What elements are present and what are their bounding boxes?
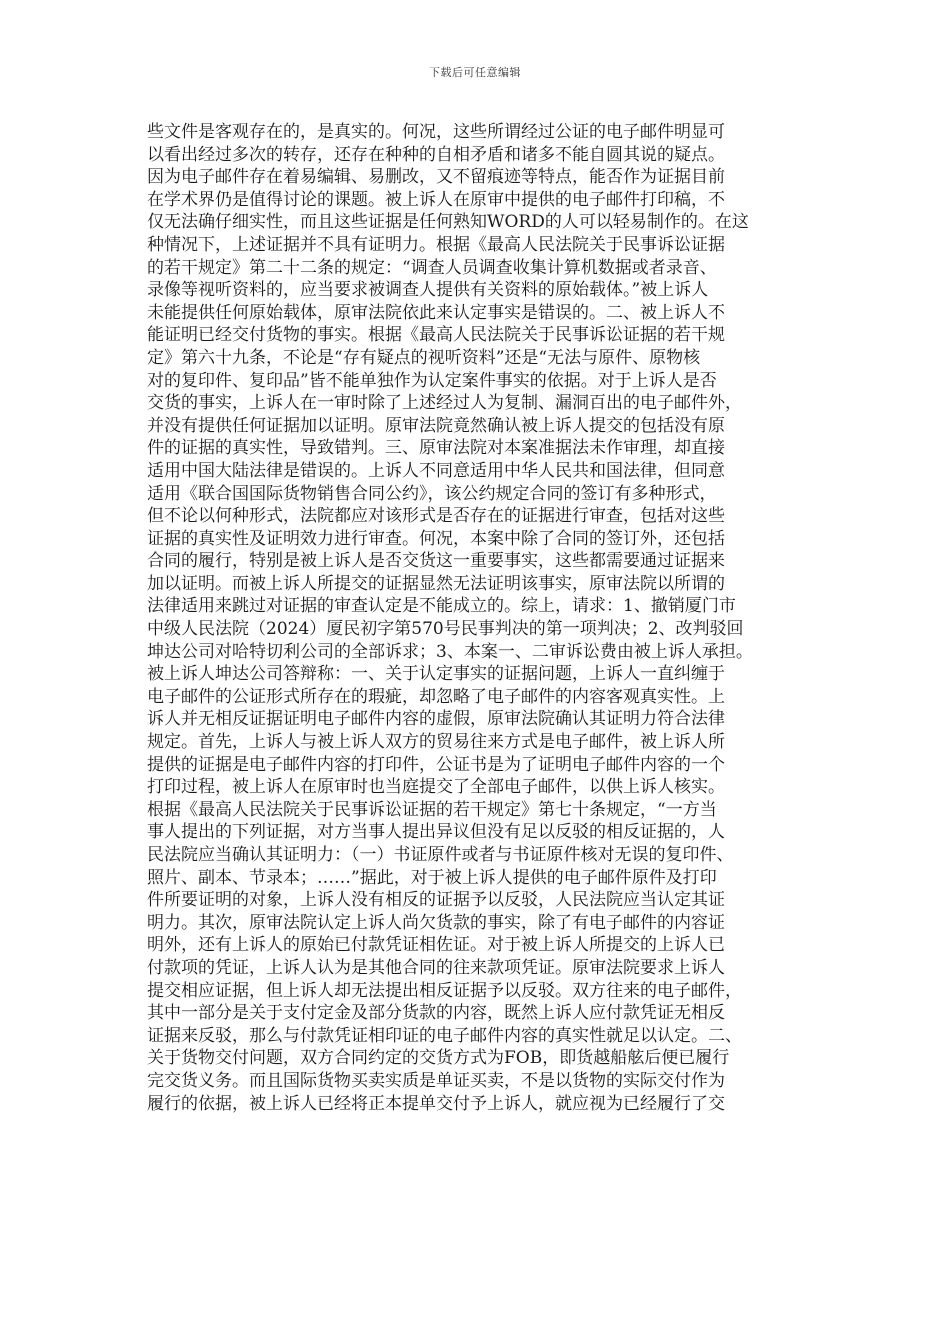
text-line: 能证明已经交付货物的事实。根据《最高人民法院关于民事诉讼证据的若干规: [147, 325, 725, 346]
text-line: 交货的事实，上诉人在一审时除了上述经过人为复制、漏洞百出的电子邮件外，: [147, 393, 742, 414]
text-line: 种情况下，上述证据并不具有证明力。根据《最高人民法院关于民事诉讼证据: [147, 234, 725, 255]
text-line: 并没有提供任何证据加以证明。原审法院竟然确认被上诉人提交的包括没有原: [147, 415, 725, 436]
text-line: 证据的真实性及证明效力进行审查。何况，本案中除了合同的签订外，还包括: [147, 528, 725, 549]
text-line: 因为电子邮件存在着易编辑、易删改，又不留痕迹等特点，能否作为证据目前: [147, 167, 725, 188]
text-line: 事人提出的下列证据，对方当事人提出异议但没有足以反驳的相反证据的，人: [147, 822, 725, 843]
text-line: 电子邮件的公证形式所存在的瑕疵，却忽略了电子邮件的内容客观真实性。上: [147, 686, 725, 707]
text-line: 关于货物交付问题，双方合同约定的交货方式为FOB，即货越船舷后便已履行: [147, 1048, 730, 1069]
text-line: 付款项的凭证，上诉人认为是其他合同的往来款项凭证。原审法院要求上诉人: [147, 957, 725, 978]
text-line: 完交货义务。而且国际货物买卖实质是单证买卖，不是以货物的实际交付作为: [147, 1070, 725, 1091]
document-body: [147, 121, 807, 1115]
text-line: 履行的依据，被上诉人已经将正本提单交付予上诉人，就应视为已经履行了交: [147, 1093, 725, 1114]
text-line: 民法院应当确认其证明力：（一）书证原件或者与书证原件核对无误的复印件、: [147, 845, 734, 865]
text-line: 证据来反驳，那么与付款凭证相印证的电子邮件内容的真实性就足以认定。二、: [147, 1025, 742, 1046]
text-line: 明外，还有上诉人的原始已付款凭证相佐证。对于被上诉人所提交的上诉人已: [147, 935, 725, 956]
text-line: 明力。其次，原审法院认定上诉人尚欠货款的事实，除了有电子邮件的内容证: [147, 912, 725, 933]
text-line: 被上诉人坤达公司答辩称：一、关于认定事实的证据问题，上诉人一直纠缠于: [147, 664, 725, 685]
text-line: 件的证据的真实性，导致错判。三、原审法院对本案准据法未作审理，却直接: [147, 438, 725, 459]
text-line: 的若干规定》第二十二条的规定：“调查人员调查收集计算机数据或者录音、: [147, 257, 717, 278]
text-line: 其中一部分是关于支付定金及部分货款的内容，既然上诉人应付款凭证无相反: [147, 1003, 725, 1024]
text-line: 仅无法确仔细实性，而且这些证据是任何熟知WORD的人可以轻易制作的。在这: [147, 212, 749, 233]
text-line: 未能提供任何原始载体，原审法院依此来认定事实是错误的。二、被上诉人不: [147, 302, 725, 323]
text-line: 适用《联合国国际货物销售合同公约》，该公约规定合同的签订有多种形式，: [147, 483, 717, 504]
text-line: 定》第六十九条，不论是“存有疑点的视听资料”还是“无法与原件、原物核: [147, 347, 701, 368]
text-line: 中级人民法院（2024）厦民初字第570号民事判决的第一项判决；2、改判驳回: [147, 619, 744, 640]
text-line: 法律适用来跳过对证据的审查认定是不能成立的。综上，请求：1、撤销厦门市: [147, 596, 736, 617]
text-line: 以看出经过多次的转存，还存在种种的自相矛盾和诸多不能自圆其说的疑点。: [147, 144, 725, 165]
text-line: 坤达公司对哈特切利公司的全部诉求；3、本案一、二审诉讼费由被上诉人承担。: [147, 641, 753, 662]
text-line: 在学术界仍是值得讨论的课题。被上诉人在原审中提供的电子邮件打印稿，不: [147, 189, 725, 210]
text-line: 适用中国大陆法律是错误的。上诉人不同意适用中华人民共和国法律，但同意: [147, 460, 725, 481]
text-line: 加以证明。而被上诉人所提交的证据显然无法证明该事实，原审法院以所谓的: [147, 573, 725, 594]
text-line: 但不论以何种形式，法院都应对该形式是否存在的证据进行审查，包括对这些: [147, 506, 725, 527]
text-line: 根据《最高人民法院关于民事诉讼证据的若干规定》第七十条规定，“一方当: [147, 799, 717, 820]
text-line: 些文件是客观存在的，是真实的。何况，这些所谓经过公证的电子邮件明显可: [147, 122, 725, 142]
text-line: 对的复印件、复印品”皆不能单独作为认定案件事实的依据。对于上诉人是否: [147, 370, 717, 391]
text-line: 打印过程，被上诉人在原审时也当庭提交了全部电子邮件，以供上诉人核实。: [147, 777, 725, 798]
text-line: 提交相应证据，但上诉人却无法提出相反证据予以反驳。双方往来的电子邮件，: [147, 980, 742, 1001]
text-line: 件所要证明的对象，上诉人没有相反的证据予以反驳，人民法院应当认定其证: [147, 890, 725, 911]
text-line: 照片、副本、节录本；……”据此，对于被上诉人提供的电子邮件原件及打印: [147, 867, 717, 888]
text-line: 规定。首先，上诉人与被上诉人双方的贸易往来方式是电子邮件，被上诉人所: [147, 732, 725, 753]
text-line: 录像等视听资料的，应当要求被调查人提供有关资料的原始载体。”被上诉人: [147, 280, 709, 301]
page-header: 下载后可任意编辑: [429, 66, 521, 79]
text-line: 合同的履行，特别是被上诉人是否交货这一重要事实，这些都需要通过证据来: [147, 551, 725, 572]
text-line: 提供的证据是电子邮件内容的打印件，公证书是为了证明电子邮件内容的一个: [147, 754, 725, 775]
text-line: 诉人并无相反证据证明电子邮件内容的虚假，原审法院确认其证明力符合法律: [147, 709, 725, 730]
